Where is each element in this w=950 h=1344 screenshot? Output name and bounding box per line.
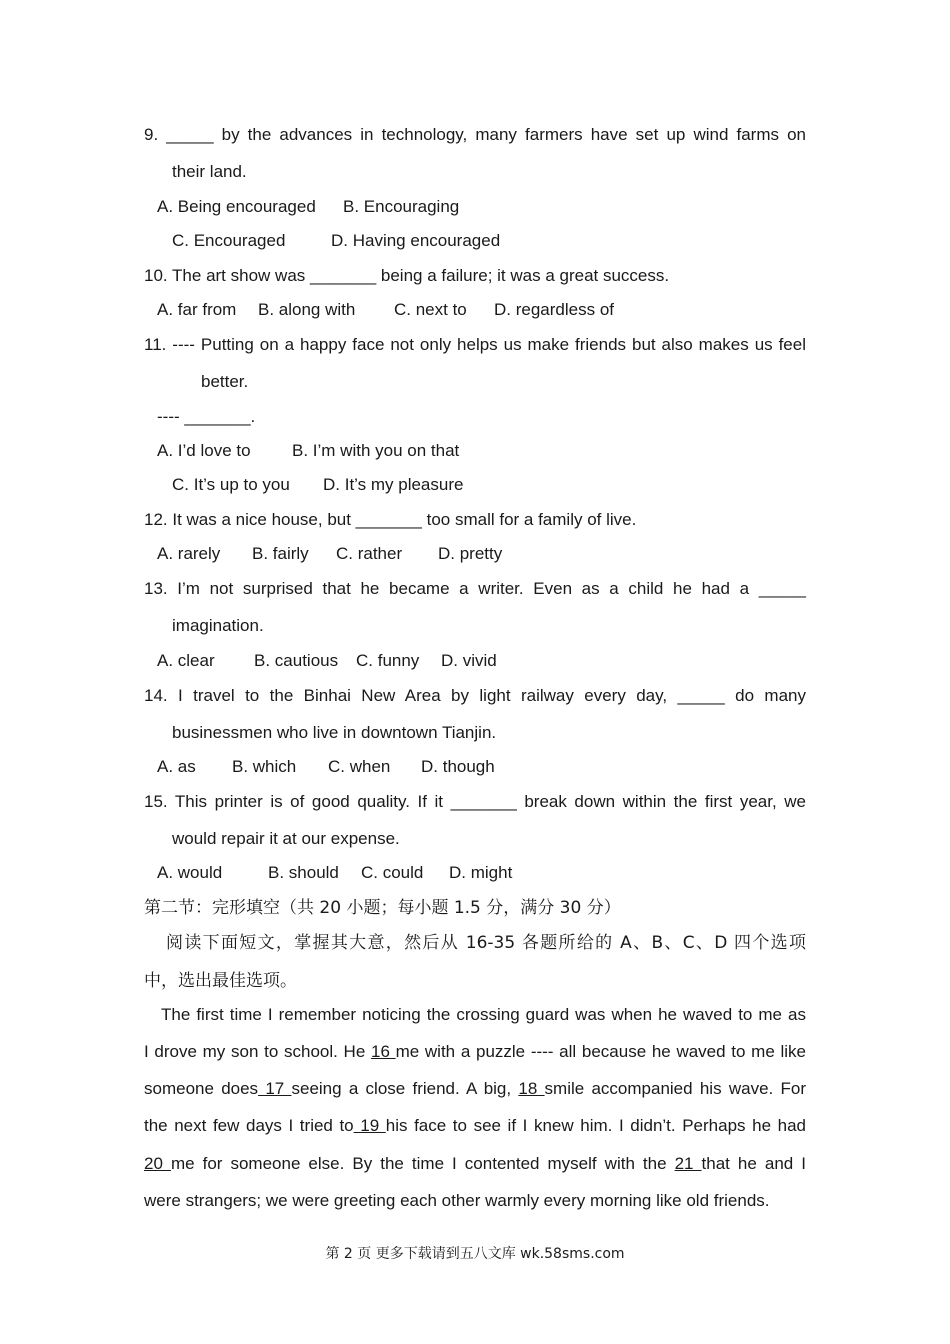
- passage-line3: [144, 1078, 806, 1100]
- question-14-line2: businessmen who live in downtown Tianjin.: [172, 723, 497, 742]
- option-d: D. regardless of: [494, 300, 614, 319]
- passage-text: someone does: [144, 1079, 259, 1098]
- question-14-options: [157, 756, 495, 778]
- option-b: B. I’m with you on that: [292, 441, 460, 460]
- blank-20: 20: [144, 1154, 171, 1173]
- option-c: C. Encouraged: [172, 231, 286, 250]
- question-9-options-row2: [172, 230, 500, 252]
- option-b: B. fairly: [252, 544, 309, 563]
- passage-text: his face to see if I knew him. I didn’t. Perhaps he had: [385, 1116, 806, 1135]
- option-a: A. as: [157, 757, 196, 776]
- passage-text: I drove my son to school. He: [144, 1042, 371, 1061]
- question-12-options: [157, 543, 502, 565]
- question-15-line1: 15. This printer is of good quality. If it _______ break down within the first year, we: [144, 792, 806, 811]
- option-c: C. It’s up to you: [172, 475, 290, 494]
- option-b: B. should: [268, 863, 339, 882]
- passage-text: the next few days I tried to: [144, 1116, 354, 1135]
- passage-line6: were strangers; we were greeting each other warmly every morning like old friends.: [144, 1191, 770, 1210]
- option-d: D. though: [421, 757, 495, 776]
- option-a: A. I’d love to: [157, 441, 251, 460]
- question-12-line1: 12. It was a nice house, but _______ too small for a family of live.: [144, 510, 637, 529]
- option-a: A. would: [157, 863, 223, 882]
- question-9-options-row1: [157, 196, 459, 218]
- option-c: C. funny: [356, 651, 420, 670]
- question-14-line1: 14. I travel to the Binhai New Area by light railway every day, _____ do many: [144, 686, 806, 705]
- option-a: A. Being encouraged: [157, 197, 316, 216]
- passage-text: smile accompanied his wave. For: [544, 1079, 806, 1098]
- section-instruction-line1: 阅读下面短文，掌握其大意，然后从 16-35 各题所给的 A、B、C、D 四个选项: [166, 933, 806, 953]
- option-c: C. next to: [394, 300, 467, 319]
- question-10-options: [157, 299, 614, 321]
- option-b: B. Encouraging: [343, 197, 460, 216]
- blank-16: 16: [370, 1042, 396, 1061]
- question-15-line2: would repair it at our expense.: [172, 829, 400, 848]
- question-11-line3: ---- _______.: [157, 407, 256, 426]
- option-a: A. clear: [157, 651, 215, 670]
- option-c: C. when: [328, 757, 391, 776]
- passage-text: me with a puzzle ---- all because he waved to me like: [395, 1042, 806, 1061]
- question-11-options-row1: [157, 440, 459, 462]
- question-13-options: [157, 650, 497, 672]
- passage-line5: [144, 1153, 806, 1175]
- question-9-line2: their land.: [172, 162, 247, 181]
- option-d: D. pretty: [438, 544, 503, 563]
- passage-text: seeing a close friend. A big,: [291, 1079, 519, 1098]
- option-b: B. along with: [258, 300, 356, 319]
- option-a: A. far from: [157, 300, 237, 319]
- option-d: D. vivid: [441, 651, 497, 670]
- option-b: B. cautious: [254, 651, 339, 670]
- passage-line4: [144, 1115, 806, 1137]
- question-11-options-row2: [172, 474, 463, 496]
- option-c: C. rather: [336, 544, 403, 563]
- option-c: C. could: [361, 863, 424, 882]
- question-11-line1: 11. ---- Putting on a happy face not only helps us make friends but also makes us feel: [144, 335, 806, 354]
- question-11-line2: better.: [201, 372, 249, 391]
- question-15-options: [157, 862, 512, 884]
- question-9-line1: 9. _____ by the advances in technology, many farmers have set up wind farms on: [144, 125, 806, 144]
- option-d: D. It’s my pleasure: [323, 475, 464, 494]
- passage-text: me for someone else. By the time I contented myself with the: [170, 1154, 675, 1173]
- blank-17: 17: [258, 1079, 292, 1098]
- section-title: 第二节：完形填空（共 20 小题；每小题 1.5 分，满分 30 分）: [144, 898, 621, 918]
- option-d: D. might: [449, 863, 513, 882]
- blank-18: 18: [518, 1079, 545, 1098]
- option-b: B. which: [232, 757, 297, 776]
- question-10-line1: 10. The art show was _______ being a failure; it was a great success.: [144, 266, 670, 285]
- option-d: D. Having encouraged: [331, 231, 501, 250]
- passage-text: that he and I: [701, 1154, 806, 1173]
- question-13-line1: 13. I’m not surprised that he became a writer. Even as a child he had a _____: [144, 579, 806, 598]
- section-instruction-line2: 中，选出最佳选项。: [144, 971, 297, 991]
- blank-19: 19: [353, 1116, 386, 1135]
- page-footer: 第 2 页 更多下载请到五八文库 wk.58sms.com: [325, 1246, 625, 1262]
- blank-21: 21: [674, 1154, 702, 1173]
- passage-line2: [144, 1041, 806, 1063]
- passage-line1: The first time I remember noticing the crossing guard was when he waved to me as: [161, 1005, 806, 1024]
- question-13-line2: imagination.: [172, 616, 264, 635]
- option-a: A. rarely: [157, 544, 221, 563]
